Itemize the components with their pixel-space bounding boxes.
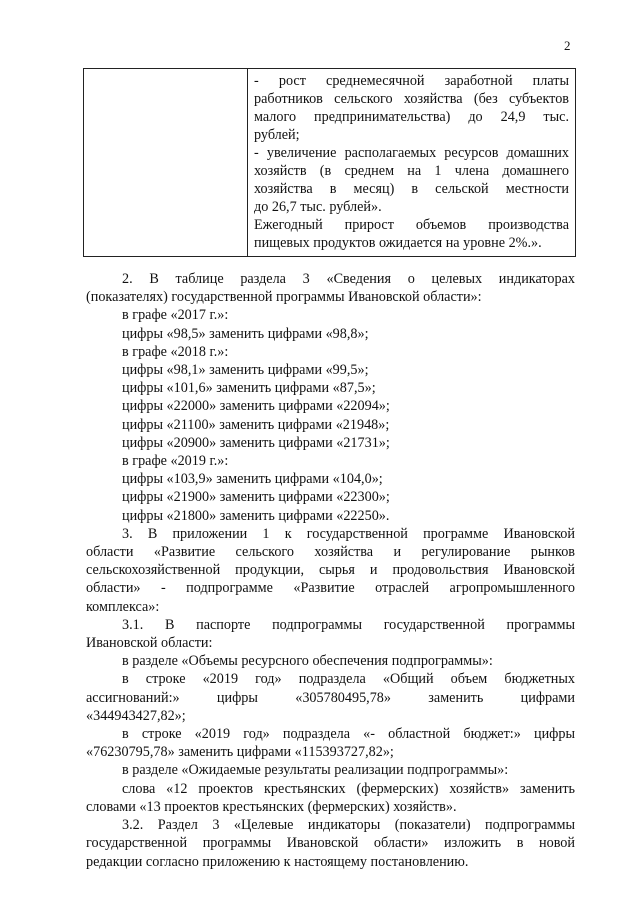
- body-text-line: цифры «21900» заменить цифрами «22300»;: [122, 489, 390, 506]
- document-body: [86, 270, 575, 871]
- body-text-line: цифры «21100» заменить цифрами «21948»;: [122, 416, 390, 433]
- body-text-line: в строке «2019 год» подраздела «- областной бюджет:» цифры: [122, 726, 575, 743]
- table-row: [84, 69, 576, 257]
- table-text-line: пищевых продуктов ожидается на уровне 2%.».: [254, 235, 542, 251]
- table-text-line: до 26,7 тыс. рублей».: [254, 199, 382, 215]
- body-text-line: цифры «98,1» заменить цифрами «99,5»;: [122, 362, 369, 379]
- continuation-table: [83, 68, 576, 257]
- table-text-line: работников сельского хозяйства (без субъектов: [254, 91, 569, 107]
- table-text-line: Ежегодный прирост объемов производства: [254, 217, 569, 233]
- body-text-line: 3.2. Раздел 3 «Целевые индикаторы (показатели) подпрограммы: [122, 817, 575, 834]
- body-text-line: цифры «21800» заменить цифрами «22250».: [122, 507, 390, 524]
- body-text-line: области «Развитие сельского хозяйства и регулирование рынков: [86, 544, 575, 561]
- body-text-line: в графе «2019 г.»:: [122, 453, 229, 470]
- body-text-line: в разделе «Ожидаемые результаты реализации подпрограммы»:: [122, 762, 509, 779]
- body-text-line: в строке «2019 год» подраздела «Общий объем бюджетных: [122, 671, 575, 688]
- body-text-line: цифры «20900» заменить цифрами «21731»;: [122, 434, 390, 451]
- body-text-line: в разделе «Объемы ресурсного обеспечения подпрограммы»:: [122, 653, 493, 670]
- body-text-line: в графе «2018 г.»:: [122, 343, 229, 360]
- body-text-line: «76230795,78» заменить цифрами «115393727,82»;: [86, 744, 394, 761]
- table-text-line: хозяйства в месяц) в сельской местности: [254, 181, 569, 197]
- body-text-line: цифры «22000» заменить цифрами «22094»;: [122, 398, 390, 415]
- table-cell-expected-results: [248, 69, 576, 257]
- body-text-line: Ивановской области:: [86, 635, 213, 652]
- table-text-line: малого предпринимательства) до 24,9 тыс.: [254, 109, 569, 125]
- table-text-line: рублей;: [254, 127, 300, 143]
- body-text-line: сельскохозяйственной продукции, сырья и продовольствия Ивановской: [86, 562, 575, 579]
- table-text-line: - увеличение располагаемых ресурсов домашних: [254, 145, 569, 161]
- body-text-line: цифры «98,5» заменить цифрами «98,8»;: [122, 325, 369, 342]
- table-text-line: - рост среднемесячной заработной платы: [254, 73, 569, 89]
- body-text-line: «344943427,82»;: [86, 707, 186, 724]
- body-text-line: области» - подпрограмме «Развитие отраслей агропромышленного: [86, 580, 575, 597]
- body-text-line: ассигнований:» цифры «305780495,78» заменить цифрами: [86, 689, 575, 706]
- body-text-line: в графе «2017 г.»:: [122, 307, 229, 324]
- body-text-line: государственной программы Ивановской области» изложить в новой: [86, 835, 575, 852]
- body-text-line: 3. В приложении 1 к государственной программе Ивановской: [122, 525, 575, 542]
- body-text-line: редакции согласно приложению к настоящему постановлению.: [86, 853, 469, 870]
- body-text-line: комплекса»:: [86, 598, 160, 615]
- table-text-line: хозяйств (в среднем на 1 члена домашнего: [254, 163, 569, 179]
- body-text-line: цифры «103,9» заменить цифрами «104,0»;: [122, 471, 383, 488]
- body-text-line: 2. В таблице раздела 3 «Сведения о целевых индикаторах: [122, 271, 575, 287]
- body-text-line: (показателях) государственной программы Ивановской области»:: [86, 289, 482, 306]
- body-text-line: 3.1. В паспорте подпрограммы государственной программы: [122, 616, 575, 633]
- body-text-line: слова «12 проектов крестьянских (фермерских) хозяйств» заменить: [122, 780, 575, 797]
- table-cell-empty: [84, 69, 248, 257]
- body-text-line: цифры «101,6» заменить цифрами «87,5»;: [122, 380, 376, 397]
- body-text-line: словами «13 проектов крестьянских (фермерских) хозяйств».: [86, 798, 457, 815]
- page-number: 2: [564, 38, 571, 53]
